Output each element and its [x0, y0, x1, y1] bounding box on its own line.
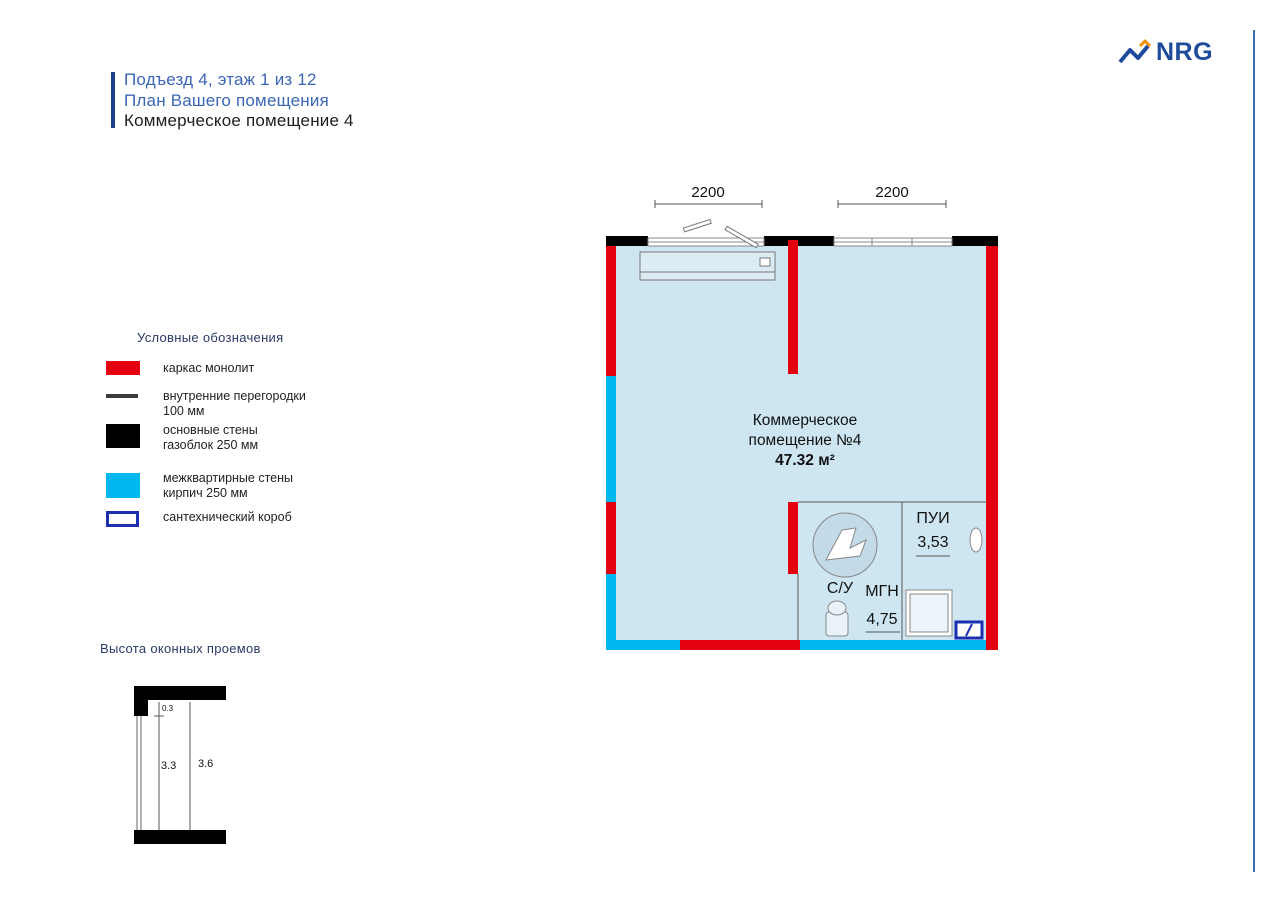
window-width-right: 2200	[875, 184, 909, 201]
wall-bottom-frame	[680, 640, 800, 650]
legend-label-partitions: внутренние перегородки	[163, 389, 306, 403]
entrance-floor-title: Подъезд 4, этаж 1 из 12	[124, 70, 317, 89]
wc-label: С/У	[826, 580, 854, 597]
legend-label-main-walls: основные стены	[163, 423, 258, 437]
legend-label-interapartment-walls-material: кирпич 250 мм	[163, 486, 248, 500]
legend-swatch-plumbing-duct	[106, 511, 139, 527]
legend-swatch-partitions	[106, 394, 138, 398]
window-width-left: 2200	[691, 184, 725, 201]
nrg-logo-mark-icon	[1118, 36, 1158, 70]
wall-top-middle	[764, 236, 834, 246]
legend-label-partitions-thickness: 100 мм	[163, 404, 205, 418]
pui-label: ПУИ	[916, 510, 950, 527]
wall-left-interapartment-2	[606, 574, 616, 640]
wall-right-frame	[986, 246, 998, 650]
window-right	[834, 238, 952, 246]
window-heights-title: Высота оконных проемов	[100, 641, 261, 656]
window-top-height: 0.3	[162, 704, 174, 713]
nrg-logo	[1118, 36, 1238, 70]
room-name-line2: помещение №4	[748, 432, 862, 449]
wall-left-interapartment-1	[606, 376, 616, 502]
legend-swatch-interapartment-walls	[106, 473, 140, 498]
logo-text: NRG	[1156, 38, 1214, 66]
legend-label-plumbing-duct: сантехнический короб	[163, 510, 292, 524]
legend-swatch-monolith-frame	[106, 361, 140, 375]
premises-title: Коммерческое помещение 4	[124, 111, 354, 130]
wall-left-frame-middle	[606, 502, 616, 574]
wall-top-left	[606, 236, 648, 246]
wall-bottom-interapartment-right	[800, 640, 986, 650]
legend-label-monolith-frame: каркас монолит	[163, 361, 255, 375]
mgn-label: МГН	[865, 583, 899, 600]
window-section-diagram	[128, 680, 238, 850]
wall-bottom-interapartment-left	[606, 640, 680, 650]
room-name	[720, 411, 890, 451]
wall-left-frame-top	[606, 246, 616, 376]
legend-swatch-main-walls	[106, 424, 140, 448]
shopfront-unit	[640, 252, 775, 280]
room-name-line1: Коммерческое	[752, 412, 858, 429]
room-area: 47.32 м²	[775, 452, 835, 469]
interior-column-bottom	[788, 502, 798, 574]
header-accent-bar	[111, 72, 115, 128]
wc-area: 4,75	[866, 611, 898, 628]
window-total-height: 3.6	[198, 758, 214, 770]
legend-label-main-walls-material: газоблок 250 мм	[163, 438, 259, 452]
interior-column-top	[788, 240, 798, 374]
right-border-line	[1253, 30, 1255, 872]
pui-area: 3,53	[917, 534, 949, 551]
dimension-lines	[655, 200, 946, 208]
window-opening-height: 3.3	[161, 760, 177, 772]
legend-title: Условные обозначения	[137, 330, 284, 345]
wall-top-right	[952, 236, 998, 246]
plan-subtitle: План Вашего помещения	[124, 91, 329, 110]
legend-label-interapartment-walls: межквартирные стены	[163, 471, 294, 485]
